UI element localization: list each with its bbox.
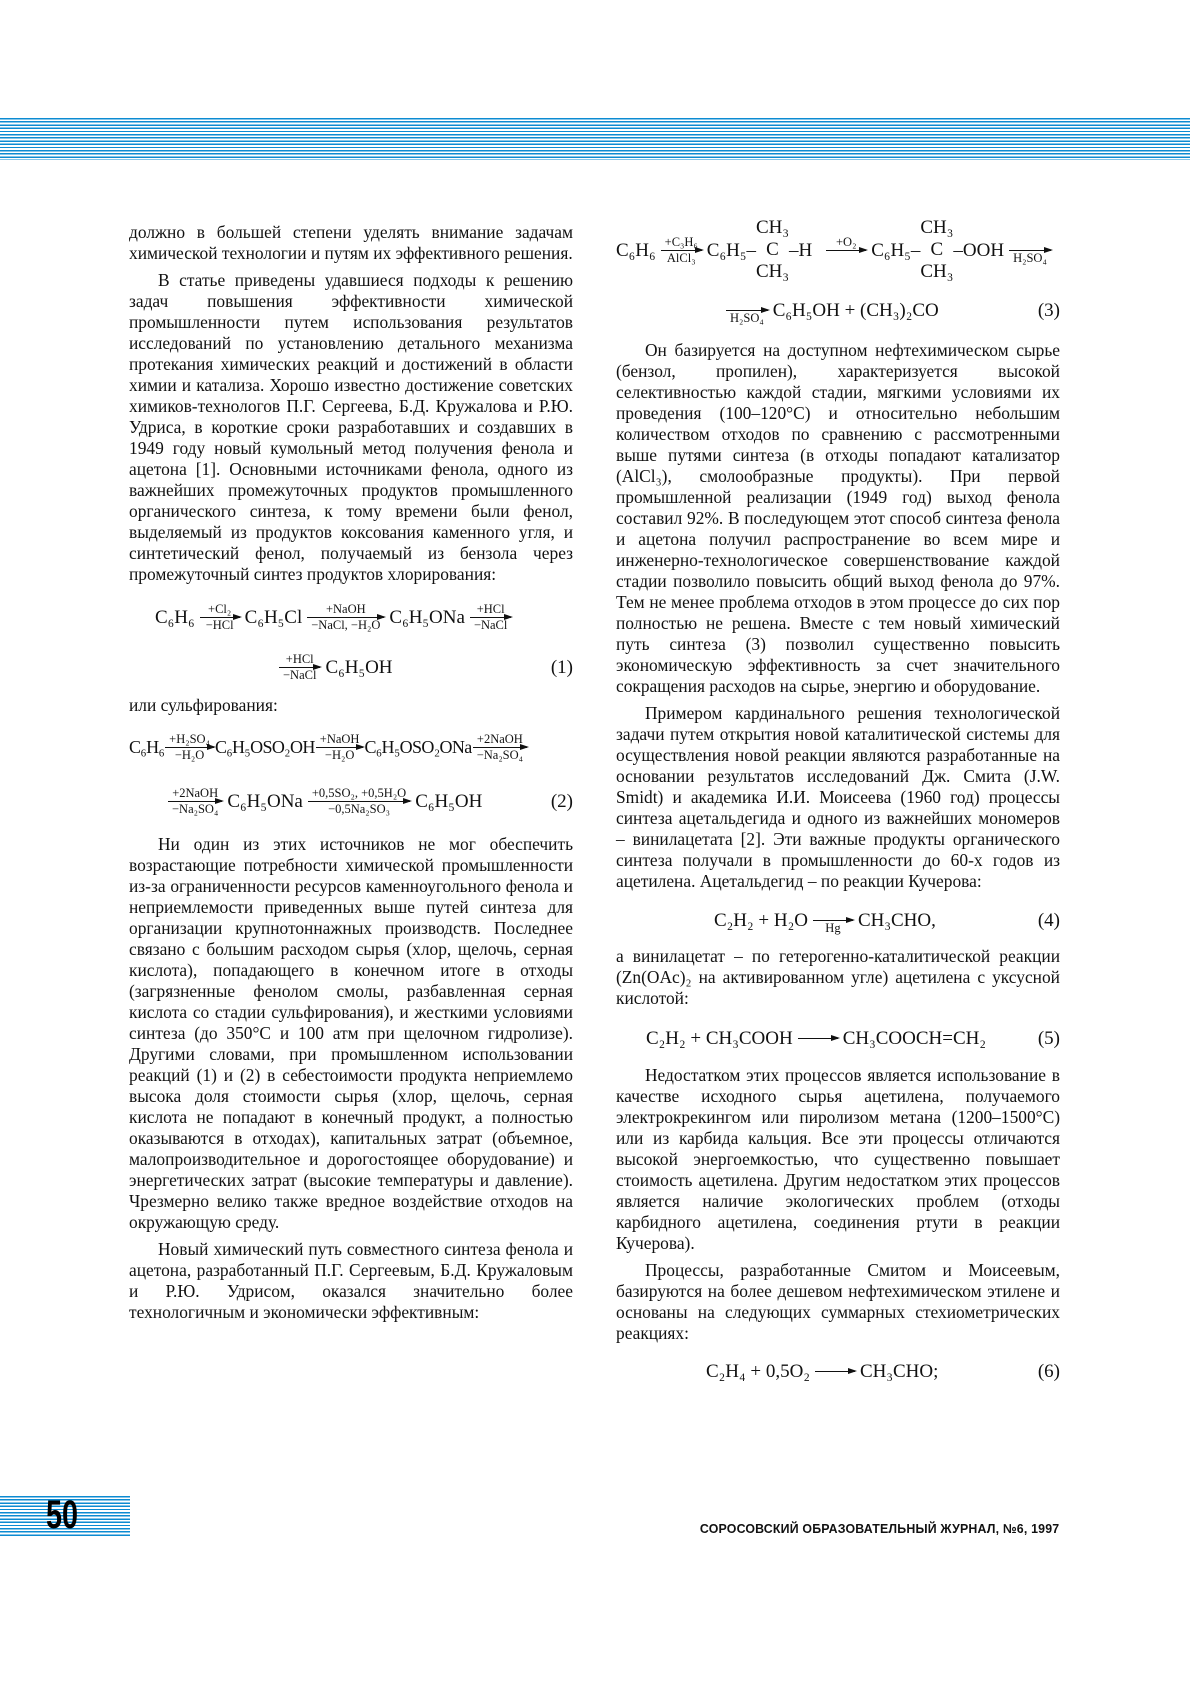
paragraph: Он базируется на доступном нефтехимическом сырье (бензол, пропилен), характеризуется высокой селективностью каждой стадии, мягкими условиями их проведения (100–120°С) и относительно небольшим количеством отходов по сравнению с рассмотренными выше путями синтеза (в отходы попадают катализатор (AlCl₃), смолообразные продукты). При первой промышленной реализации (1949 год) выход фенола составил 92%. В последующем этот способ синтеза фенола и ацетона получил распространение во всем мире и инженерно-технологическое совершенствование каждой стадии позволило повысить общий выход фенола до 97%. Тем не менее проблема отходов в этом процессе до сих пор полностью не решена. Вместе с тем новый химический путь синтеза (3) позволил существенно повысить экономическую эффективность за счет значительного сокращения расходов на сырье, энергию и оборудование.	[616, 340, 1060, 696]
equation-1-line-1	[155, 599, 573, 635]
reaction-arrow	[815, 1357, 855, 1386]
paragraph: Ни один из этих источников не мог обеспечить возрастающие потребности химической промышленности из-за ограниченности ресурсов каменноугольного фенола и неприемлемости приведенных выше путей синтеза для организации крупнотоннажных производств. Последнее связано с большим расходом сырья (хлор, щелочь, серная кислота), попадающего в конечном итоге в отходы (загрязненные фенолом смолы, разбавленная серная кислота со стадии сульфирования), и жесткими условиями синтеза (до 350°С и 100 атм при щелочном гидролизе). Другими словами, при промышленном использовании реакций (1) и (2) в себестоимости продукта неприемлемо высока доля стоимости сырья (хлор, щелочь, серная кислота не попадают в конечный продукт, а полностью оказываются в отходах), капитальных затрат (объемное, малопроизводительное и дорогостоящее оборудование) и энергетических затрат (высокие температуры и давление). Чрезмерно велико также вредное воздействие отходов на окружающую среду.	[129, 834, 573, 1232]
reaction-arrow: +NaOH −NaCl, −H₂O	[307, 603, 384, 632]
formula-branch: CH₃ C CH₃	[920, 217, 954, 282]
reaction-arrow: +C₃H₆ AlCl₃	[661, 236, 702, 265]
formula: C₆H₅OSO₂OH	[214, 736, 315, 757]
equation-6	[706, 1354, 1060, 1388]
equation-5	[646, 1021, 1060, 1055]
equation-3-line-1	[616, 212, 1060, 288]
formula: C₂H₄ + 0,5O₂	[706, 1360, 810, 1382]
equation-number: (1)	[550, 656, 573, 678]
equation-number: (5)	[1037, 1027, 1060, 1049]
equation-4	[714, 902, 1060, 938]
formula: C₆H₅Cl	[244, 606, 303, 628]
formula: C₆H₅ONa	[389, 606, 465, 628]
reaction-arrow: +NaOH −H₂O	[316, 733, 364, 762]
reaction-arrow: +0,5SO₂, +0,5H₂O −0,5Na₂SO₃	[308, 787, 410, 816]
formula: C₆H₆	[155, 606, 195, 628]
equation-3-line-2	[721, 292, 1060, 328]
right-column	[616, 212, 1060, 1388]
equation-2-line-1	[129, 728, 573, 766]
reaction-arrow: +Cl₂ −HCl	[200, 603, 240, 632]
formula: C₆H₅OSO₂ONa	[364, 736, 472, 757]
formula: C₆H₅OH	[325, 656, 393, 678]
paragraph: Примером кардинального решения технологической задачи путем открытия новой каталитической системы для осуществления новой реакции являются разработанные на основании результатов исследований Дж. Смита (J.W. Smidt) и академика И.И. Моисеева (1960 год) процессы синтеза ацетальдегида и одного из важнейших мономеров – винилацетата [2]. Эти важные продукты органического синтеза получали в промышленности до 60-х годов из ацетилена. Ацетальдегид – по реакции Кучерова:	[616, 703, 1060, 891]
formula: –H	[788, 239, 813, 261]
reaction-arrow: H₂SO₄	[726, 296, 768, 325]
paragraph: а винилацетат – по гетерогенно-каталитической реакции (Zn(OAc)₂ на активированном угле) ацетилена с уксусной кислотой:	[616, 946, 1060, 1008]
paragraph: Процессы, разработанные Смитом и Моисеевым, базируются на более дешевом нефтехимическом этилене и основаны на следующих суммарных стехиометрических реакциях:	[616, 1260, 1060, 1343]
equation-2-line-2	[163, 782, 573, 820]
formula: C₆H₅OH + (CH₃)₂CO	[772, 299, 939, 321]
left-column	[129, 222, 573, 1323]
reaction-arrow	[798, 1024, 838, 1053]
formula: –OOH	[953, 239, 1005, 261]
formula: C₆H₅OH	[415, 790, 483, 812]
equation-number: (6)	[1037, 1360, 1060, 1382]
formula: C₆H₆	[129, 736, 165, 757]
paragraph: Новый химический путь совместного синтеза фенола и ацетона, разработанный П.Г. Сергеевым, Б.Д. Кружаловым и Р.Ю. Удрисом, оказался значительно более технологичным и экономически эффективным:	[129, 1239, 573, 1322]
formula: CH₃CHO;	[859, 1360, 939, 1382]
equation-number: (3)	[1037, 299, 1060, 321]
formula: C₂H₂ + CH₃COOH	[646, 1027, 793, 1049]
formula: CH₃COOCH=CH₂	[842, 1027, 986, 1049]
formula: C₆H₅–	[706, 239, 756, 261]
journal-title: СОРОСОВСКИЙ ОБРАЗОВАТЕЛЬНЫЙ ЖУРНАЛ, №6, 1997	[699, 1521, 1059, 1536]
header-stripe	[0, 118, 1190, 160]
formula: C₂H₂ + H₂O	[714, 909, 808, 931]
equation-1-line-2	[274, 649, 573, 685]
formula: C₆H₅ONa	[227, 790, 303, 812]
reaction-arrow: +HCl −NaCl	[279, 653, 320, 682]
formula: CH₃CHO,	[857, 909, 936, 931]
reaction-arrow: +2NaOH −Na₂SO₄	[168, 787, 222, 816]
formula-branch: CH₃ C CH₃	[755, 217, 789, 282]
paragraph: Недостатком этих процессов является использование в качестве исходного сырья ацетилена, получаемого электрокрекингом или пиролизом метана (1200–1500°С) или из карбида кальция. Все эти процессы отличаются высокой энергоемкостью, что существенно повышает стоимость ацетилена. Другим недостатком этих процессов является наличие экологических проблем (отходы карбидного ацетилена, соединения ртути в реакции Кучерова).	[616, 1065, 1060, 1253]
paragraph: В статье приведены удавшиеся подходы к решению задач повышения эффективности химической промышленности путем использования результатов исследований по установлению детального механизма протекания химических реакций и достижений в области химии и катализа. Хорошо известно достижение советских химиков-технологов П.Г. Сергеева, Б.Д. Кружалова и Р.Ю. Удриса, в короткие сроки разработавших и создавших в 1949 году новый кумольный метод получения фенола и ацетона [1]. Основными источниками фенола, одного из важнейших промежуточных продуктов промышленного органического синтеза, к тому времени были фенол, выделяемый из продуктов коксования каменного угля, и синтетический фенол, получаемый из бензола через промежуточный синтез продуктов хлорирования:	[129, 270, 573, 584]
reaction-arrow: +O₂	[826, 236, 866, 265]
reaction-arrow: +HCl −NaCl	[470, 603, 511, 632]
formula: C₆H₆	[616, 239, 656, 261]
equation-number: (4)	[1037, 909, 1060, 931]
reaction-arrow: +H₂SO₄ −H₂O	[165, 733, 214, 762]
page-number: 50	[46, 1493, 79, 1537]
paragraph: должно в большей степени уделять внимание задачам химической технологии и путям их эффективного решения.	[129, 222, 573, 263]
reaction-arrow: +2NaOH −Na₂SO₄	[473, 733, 527, 762]
reaction-arrow: H₂SO₄	[1009, 236, 1051, 265]
paragraph: или сульфирования:	[129, 695, 278, 715]
reaction-arrow: Hg	[813, 906, 853, 935]
equation-number: (2)	[550, 790, 573, 812]
formula: C₆H₅–	[871, 239, 921, 261]
